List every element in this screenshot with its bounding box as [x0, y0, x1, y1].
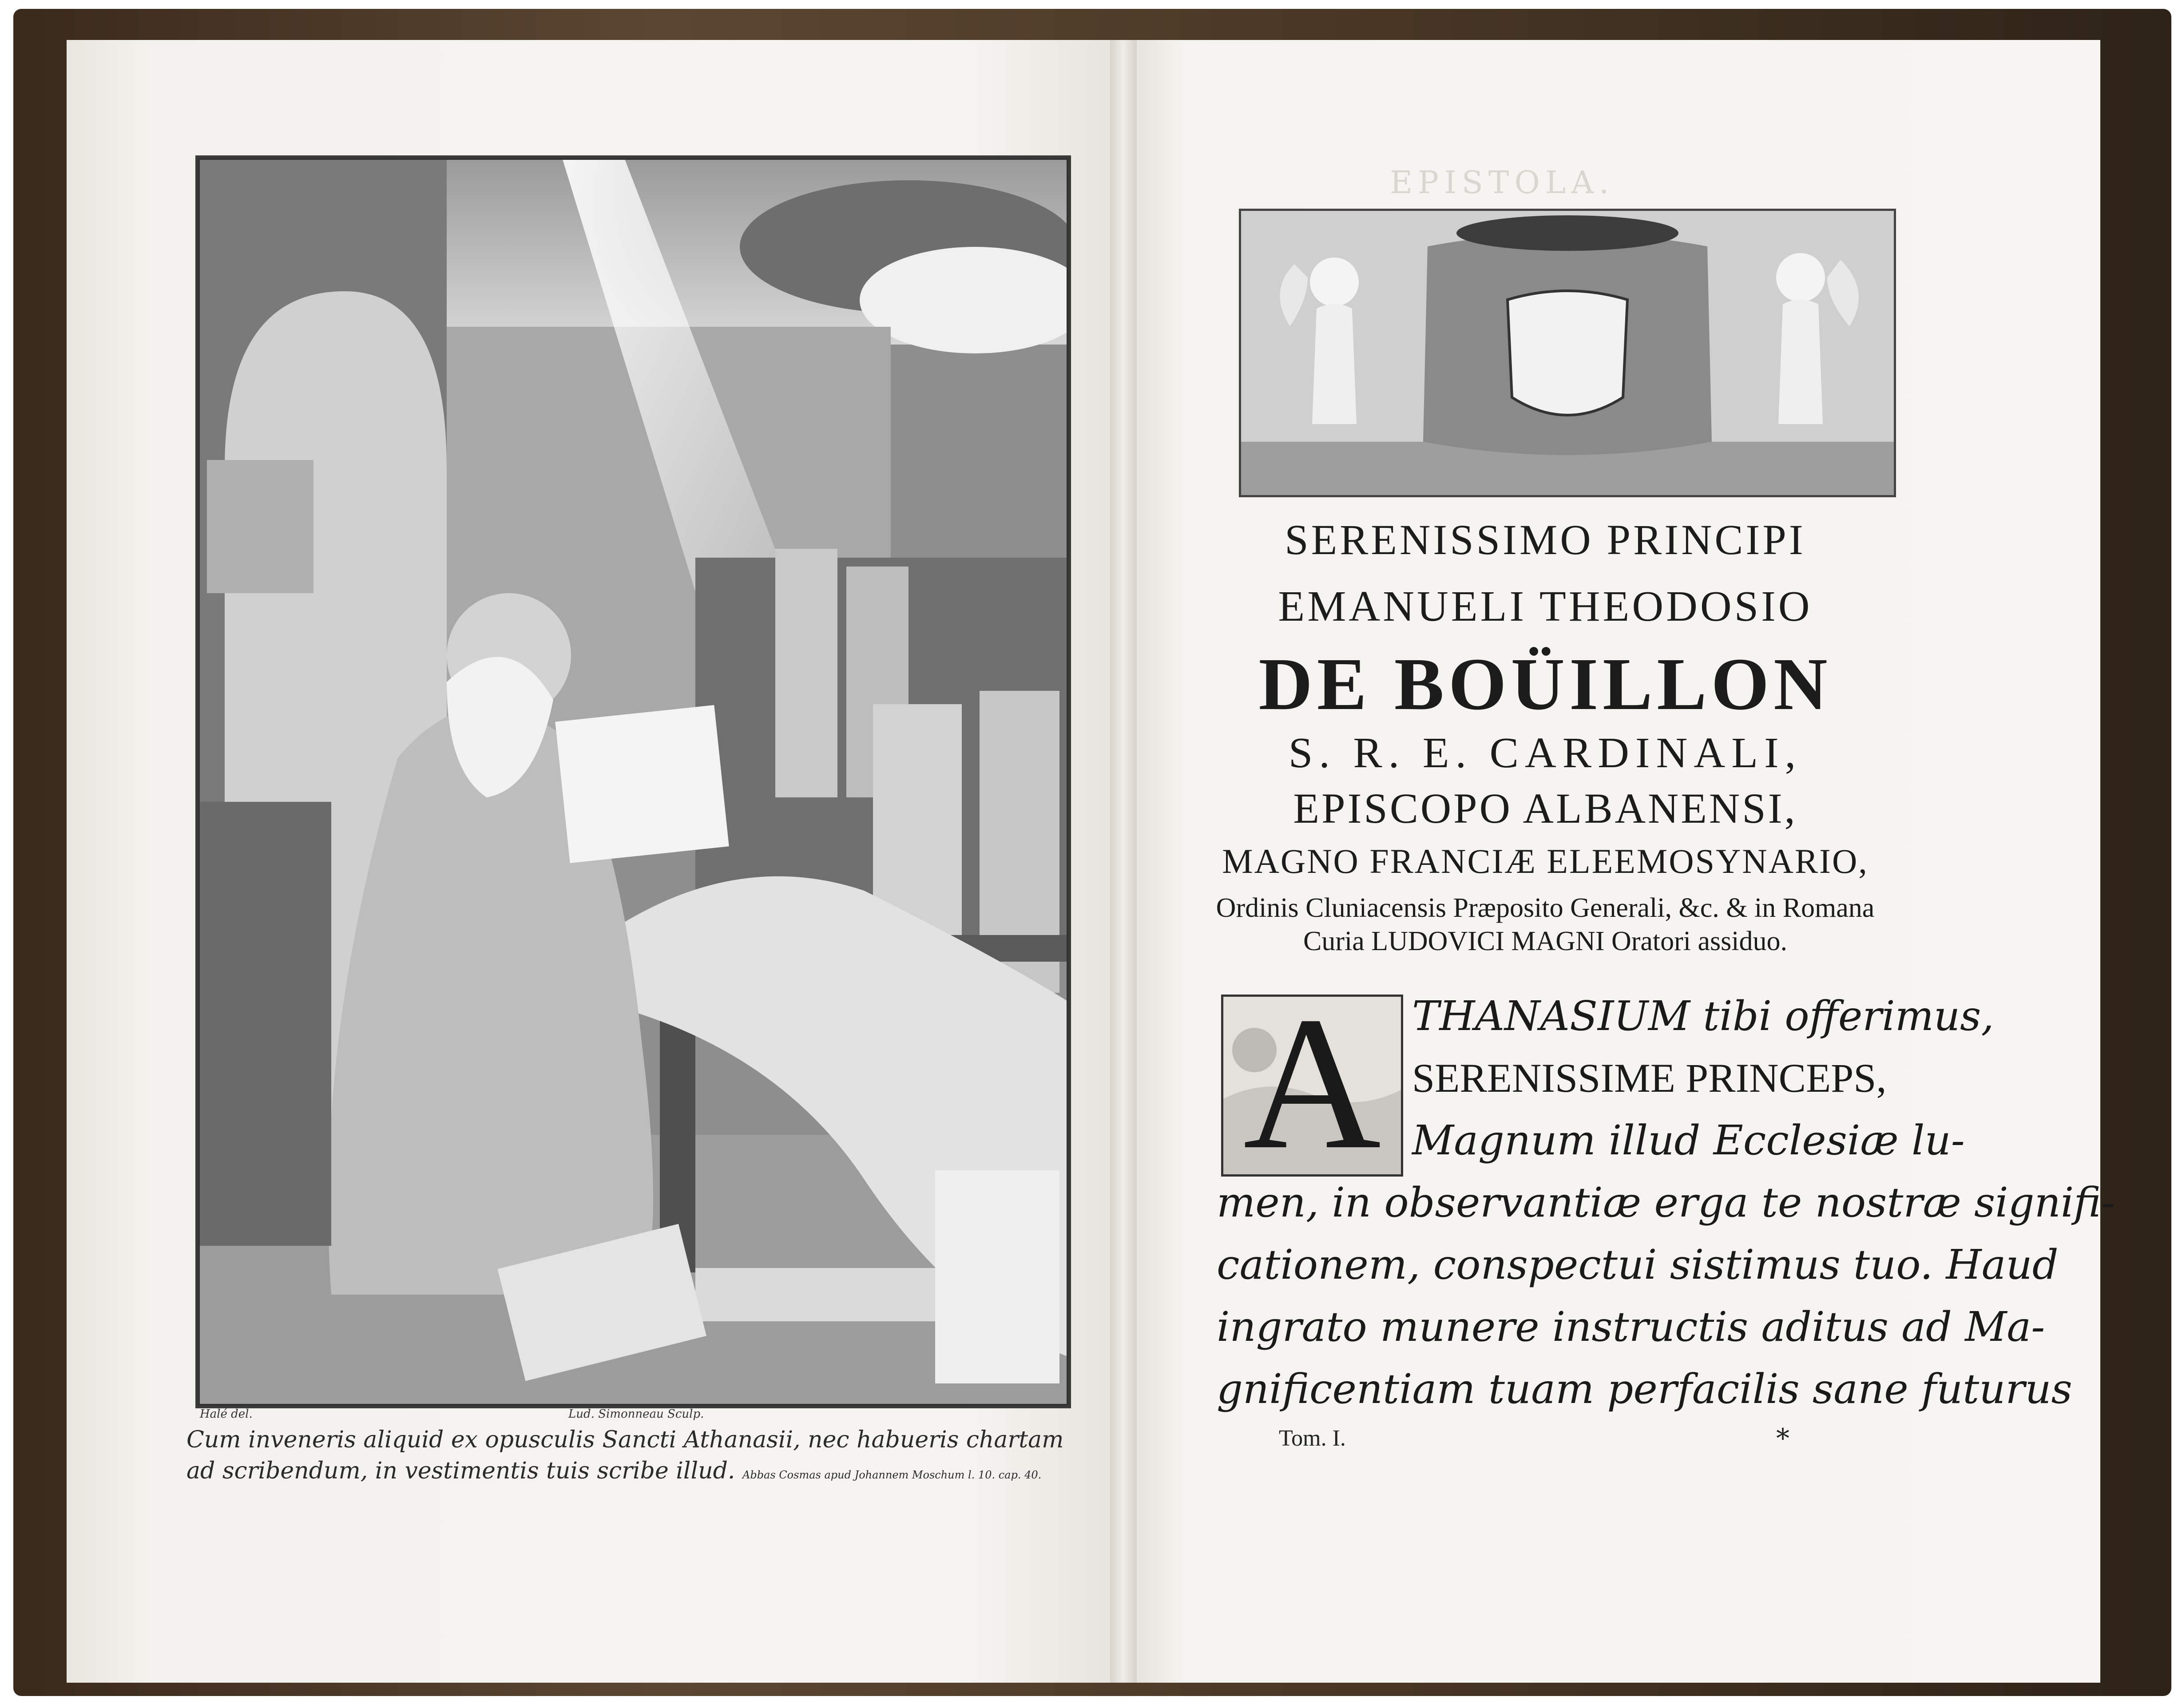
initial-letter: A [1243, 995, 1381, 1177]
coat-of-arms-illustration [1241, 211, 1894, 495]
engraver-signature: Lud. Simonneau Sculp. [568, 1407, 704, 1421]
caption-reference: Abbas Cosmas apud Johannem Moschum l. 10. cap. 40. [742, 1469, 1042, 1481]
title-line-3: DE BOÜILLON [1258, 643, 1832, 725]
signature-mark: Tom. I. [1279, 1426, 1346, 1451]
book-gutter [1110, 40, 1137, 1683]
frontispiece-engraving [195, 155, 1071, 1408]
caption-line-2 [186, 1456, 1092, 1490]
catch-mark: * [1776, 1423, 1789, 1454]
title-line-2: EMANUELI THEODOSIO [1278, 583, 1813, 630]
show-through-heading: EPISTOLA. [1390, 164, 1615, 201]
engraving-illustration [198, 158, 1068, 1406]
body-line-1: THANASIUM tibi offerimus, [1412, 992, 1994, 1040]
body-line-4: men, in observantiæ erga te nostræ signifi- [1217, 1179, 2115, 1226]
title-line-1: SERENISSIMO PRINCIPI [1285, 516, 1806, 563]
body-line-3: Magnum illud Ecclesiæ lu- [1412, 1117, 1965, 1164]
decorated-initial [1221, 995, 1403, 1177]
caption-line-1: Cum inveneris aliquid ex opusculis Sancti Athanasii, nec habueris chartam [186, 1427, 1064, 1453]
artist-signature: Halé del. [200, 1407, 253, 1421]
body-line-2: SERENISSIME PRINCEPS, [1412, 1055, 1887, 1101]
title-line-7: Ordinis Cluniacensis Præposito Generali, &c. & in Romana [1216, 893, 1875, 923]
body-line-6: ingrato munere instructis aditus ad Ma- [1217, 1303, 2045, 1351]
body-line-5: cationem, conspectui sistimus tuo. Haud [1217, 1241, 2059, 1288]
title-line-8: Curia LUDOVICI MAGNI Oratori assiduo. [1303, 926, 1787, 956]
body-line-7: gnificentiam tuam perfacilis sane futurus [1217, 1365, 2072, 1413]
caption-line-2-text: ad scribendum, in vestimentis tuis scribe illud. [186, 1458, 735, 1484]
title-line-6: MAGNO FRANCIÆ ELEEMOSYNARIO, [1222, 842, 1869, 880]
coat-of-arms-vignette [1239, 209, 1896, 497]
title-line-5: EPISCOPO ALBANENSI, [1293, 785, 1797, 832]
title-line-4: S. R. E. CARDINALI, [1288, 729, 1802, 777]
